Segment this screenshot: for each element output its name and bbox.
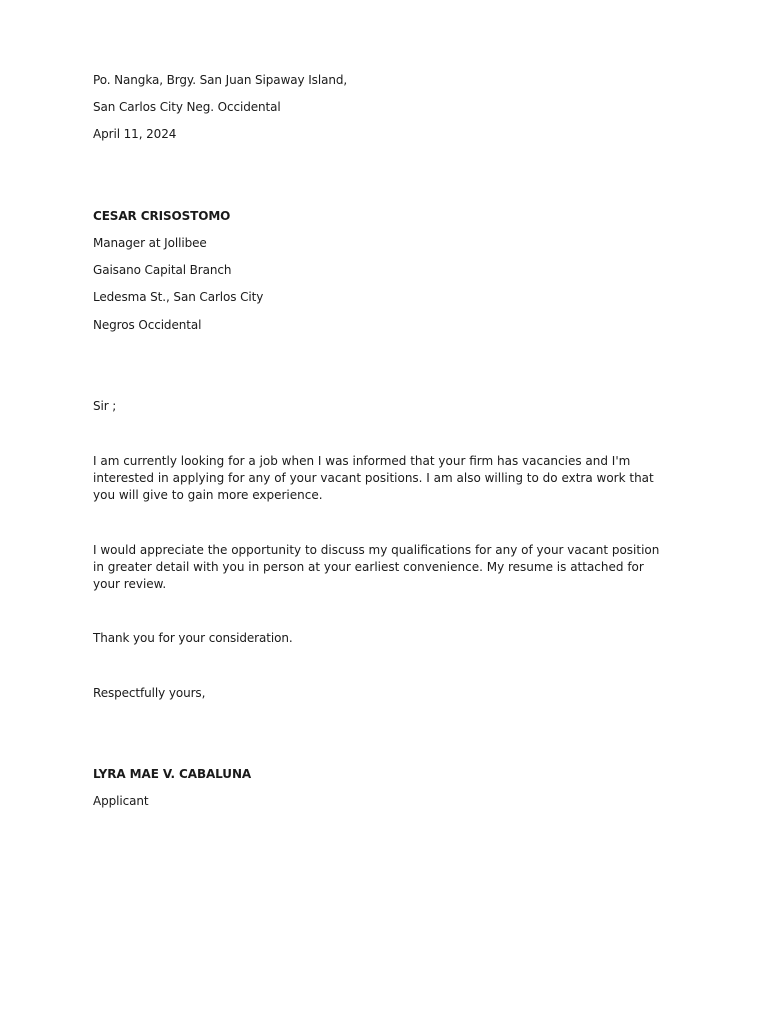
recipient-branch: Gaisano Capital Branch — [93, 263, 232, 277]
closing: Respectfully yours, — [93, 686, 206, 700]
paragraph-line: interested in applying for any of your vacant positions. I am also willing to do extra work that — [93, 471, 654, 485]
paragraph-line: I am currently looking for a job when I was informed that your firm has vacancies and I'm — [93, 454, 631, 468]
recipient-street: Ledesma St., San Carlos City — [93, 290, 264, 304]
paragraph-line: you will give to gain more experience. — [93, 488, 323, 502]
recipient-title: Manager at Jollibee — [93, 236, 207, 250]
paragraph-line: your review. — [93, 577, 167, 591]
salutation: Sir ; — [93, 399, 117, 413]
signature-name: LYRA MAE V. CABALUNA — [93, 767, 252, 781]
recipient-province: Negros Occidental — [93, 318, 202, 332]
body-paragraph-2 — [93, 542, 683, 593]
sender-address-line1: Po. Nangka, Brgy. San Juan Sipaway Island, — [93, 73, 348, 87]
paragraph-line: I would appreciate the opportunity to discuss my qualifications for any of your vacant position — [93, 543, 660, 557]
recipient-name: CESAR CRISOSTOMO — [93, 209, 231, 223]
letter-date: April 11, 2024 — [93, 127, 177, 141]
sender-address-line2: San Carlos City Neg. Occidental — [93, 100, 281, 114]
thanks-line: Thank you for your consideration. — [93, 631, 293, 645]
signature-role: Applicant — [93, 794, 149, 808]
body-paragraph-1 — [93, 453, 683, 504]
paragraph-line: in greater detail with you in person at your earliest convenience. My resume is attached for — [93, 560, 644, 574]
